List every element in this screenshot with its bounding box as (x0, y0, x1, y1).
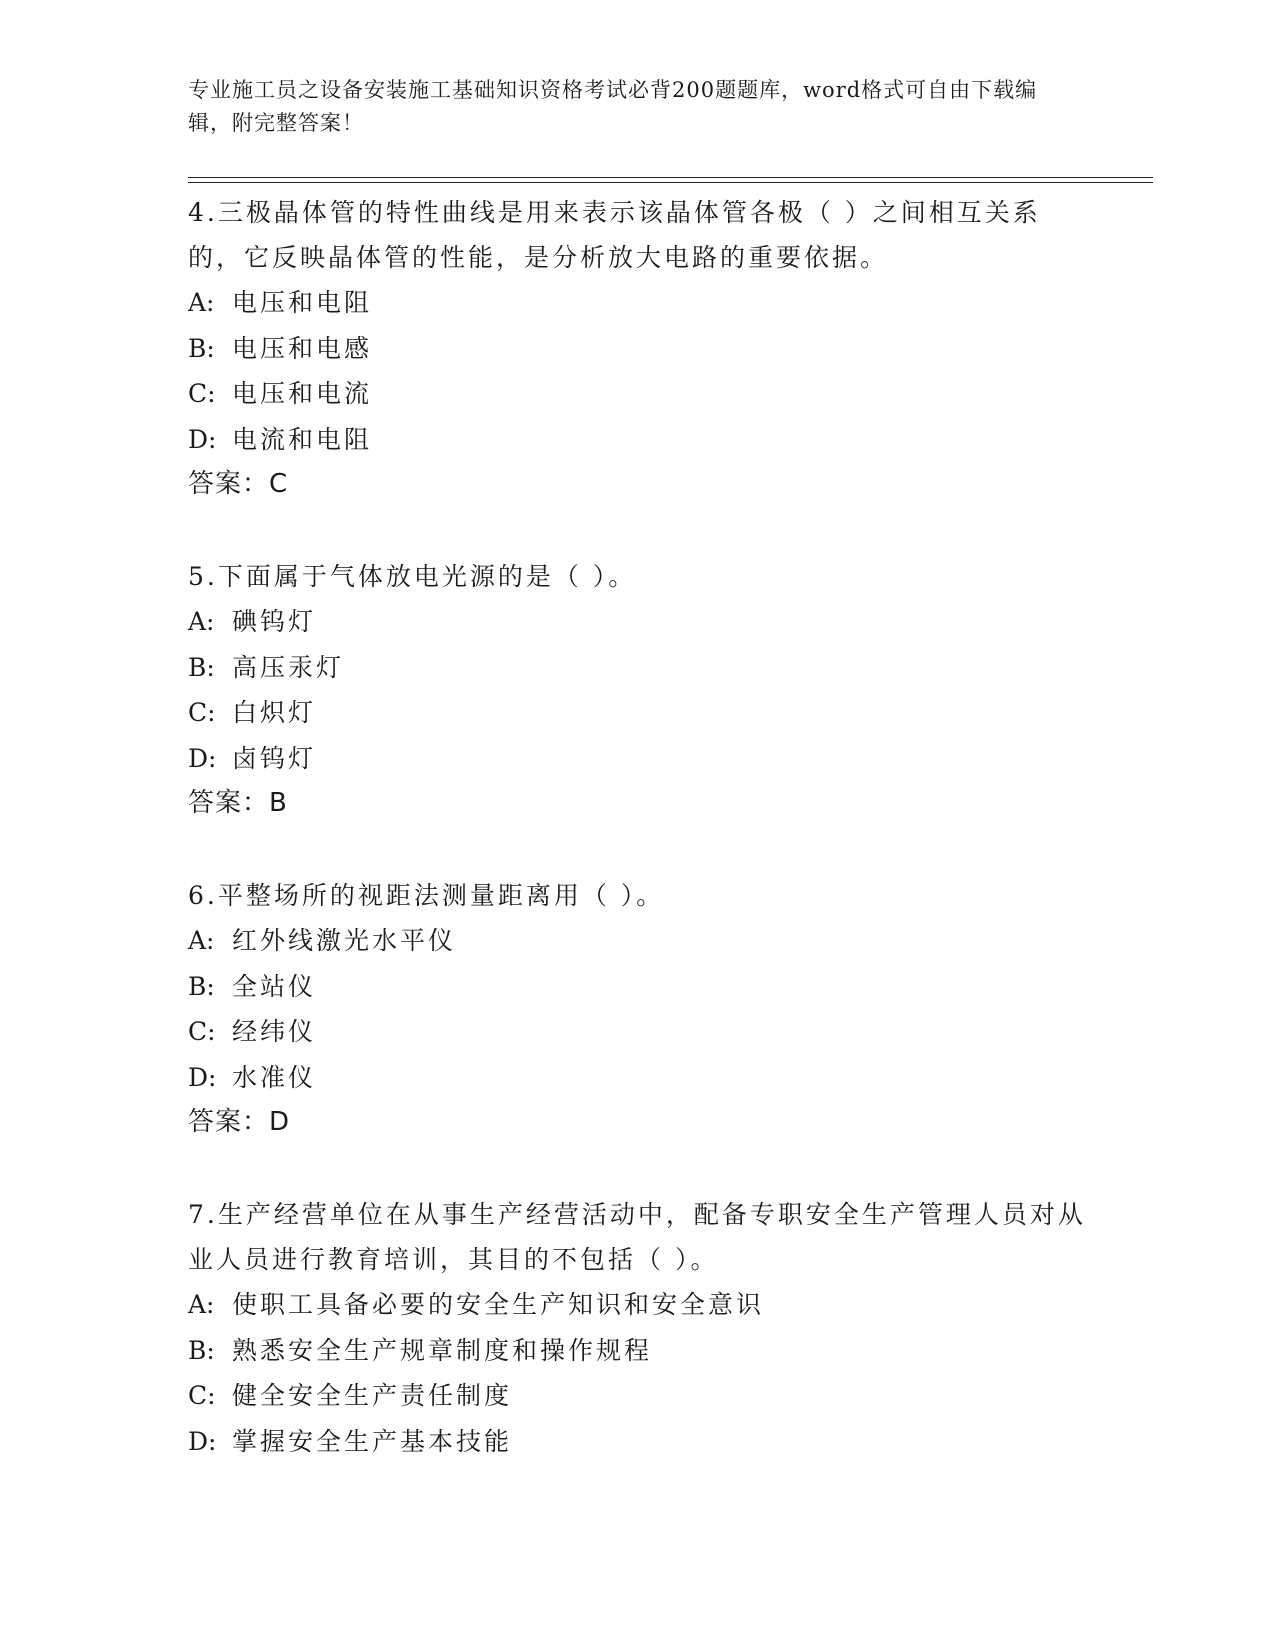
option-key: D: (188, 424, 217, 454)
option-a (188, 918, 1088, 964)
option-text: 健全安全生产责任制度 (232, 1381, 513, 1410)
question-spacer (188, 1145, 1088, 1192)
option-d (188, 417, 1088, 463)
option-text: 使职工具备必要的安全生产知识和安全意识 (232, 1290, 765, 1319)
option-key: B: (188, 333, 215, 363)
option-key: B: (188, 971, 215, 1001)
header-divider-bottom (188, 182, 1153, 183)
option-b (188, 1328, 1088, 1374)
option-key: D: (188, 1062, 217, 1092)
option-text: 碘钨灯 (232, 607, 317, 636)
option-key: C: (188, 698, 216, 727)
option-key: A: (188, 1290, 215, 1319)
option-text: 电压和电流 (232, 379, 373, 408)
option-key: A: (188, 288, 215, 317)
option-b (188, 964, 1088, 1010)
option-a (188, 1282, 1088, 1328)
option-text: 电流和电阻 (232, 424, 373, 454)
option-key: C: (188, 1381, 216, 1410)
question-6 (188, 873, 1088, 1145)
header-divider-top (188, 177, 1153, 178)
option-text: 经纬仪 (232, 1017, 317, 1046)
option-text: 电压和电阻 (232, 288, 373, 317)
option-d (188, 1055, 1088, 1101)
option-text: 卤钨灯 (232, 743, 317, 773)
question-stem: 6.平整场所的视距法测量距离用（ ）。 (188, 881, 665, 910)
option-text: 掌握安全生产基本技能 (232, 1426, 513, 1456)
option-a (188, 280, 1088, 326)
option-text: 白炽灯 (232, 698, 317, 727)
option-key: A: (188, 607, 215, 636)
option-text: 水准仪 (232, 1062, 317, 1092)
document-header: 专业施工员之设备安装施工基础知识资格考试必背200题题库，word格式可自由下载编辑，附完整答案！ (188, 78, 1038, 135)
option-text: 全站仪 (232, 971, 317, 1001)
option-a (188, 599, 1088, 645)
answer-line: 答案：C (188, 469, 289, 499)
question-4 (188, 190, 1088, 507)
option-key: D: (188, 1426, 217, 1456)
option-key: B: (188, 652, 215, 682)
option-text: 电压和电感 (232, 333, 373, 363)
option-key: C: (188, 379, 216, 408)
question-list (188, 190, 1088, 1464)
option-key: D: (188, 743, 217, 773)
question-stem: 5.下面属于气体放电光源的是（ ）。 (188, 562, 637, 591)
option-text: 熟悉安全生产规章制度和操作规程 (232, 1335, 653, 1365)
option-key: C: (188, 1017, 216, 1046)
question-spacer (188, 507, 1088, 554)
option-b (188, 645, 1088, 691)
question-stem: 4.三极晶体管的特性曲线是用来表示该晶体管各极（ ）之间相互关系的，它反映晶体管的性能，是分析放大电路的重要依据。 (188, 198, 1041, 272)
option-text: 高压汞灯 (232, 652, 345, 682)
question-stem: 7.生产经营单位在从事生产经营活动中，配备专职安全生产管理人员对从业人员进行教育培训，其目的不包括（ ）。 (188, 1200, 1086, 1274)
option-d (188, 1419, 1088, 1465)
option-c (188, 1009, 1088, 1055)
question-7 (188, 1192, 1088, 1464)
option-c (188, 1373, 1088, 1419)
option-b (188, 326, 1088, 372)
question-spacer (188, 826, 1088, 873)
answer-line: 答案：D (188, 1107, 291, 1137)
answer-line: 答案：B (188, 788, 288, 818)
option-key: A: (188, 926, 215, 955)
question-5 (188, 554, 1088, 826)
option-d (188, 736, 1088, 782)
option-key: B: (188, 1335, 215, 1365)
option-c (188, 690, 1088, 736)
option-c (188, 371, 1088, 417)
option-text: 红外线激光水平仪 (232, 926, 457, 955)
